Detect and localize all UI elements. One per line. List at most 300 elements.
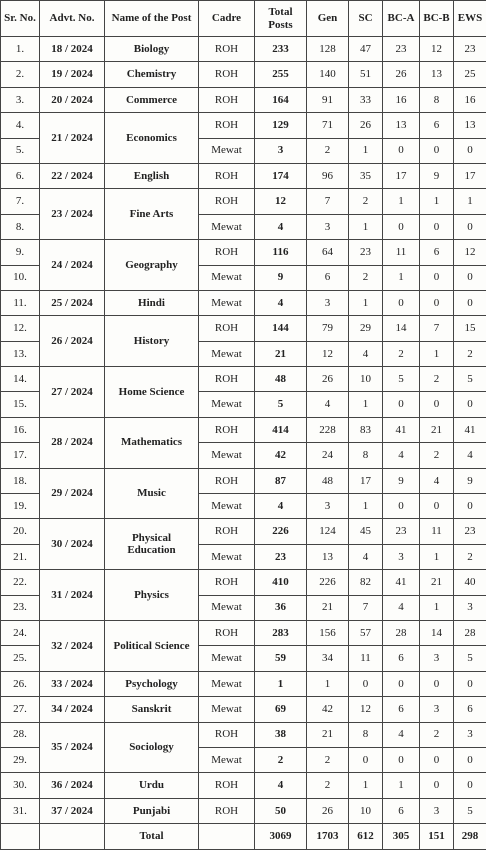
header-bc-b: BC-B <box>420 1 454 37</box>
post-name-cell: Political Science <box>105 620 199 671</box>
sr-no-cell: 27. <box>1 697 40 722</box>
ews-cell: 6 <box>454 697 486 722</box>
post-name-cell: Home Science <box>105 367 199 418</box>
grand-total-gen: 1703 <box>307 824 349 850</box>
table-row <box>1 189 486 214</box>
sc-cell: 1 <box>349 773 383 798</box>
sr-no-cell: 26. <box>1 671 40 696</box>
bc-a-cell: 1 <box>383 773 420 798</box>
total-posts-cell: 2 <box>255 747 307 772</box>
cadre-cell: ROH <box>199 189 255 214</box>
header-bc-a: BC-A <box>383 1 420 37</box>
gen-cell: 21 <box>307 722 349 747</box>
grand-total-bc-b: 151 <box>420 824 454 850</box>
sc-cell: 2 <box>349 265 383 290</box>
total-posts-cell: 233 <box>255 37 307 62</box>
gen-cell: 140 <box>307 62 349 87</box>
table-row <box>1 87 486 112</box>
total-label: Total <box>105 824 199 850</box>
gen-cell: 48 <box>307 468 349 493</box>
advt-no-cell: 37 / 2024 <box>40 798 105 823</box>
gen-cell: 228 <box>307 417 349 442</box>
total-posts-cell: 36 <box>255 595 307 620</box>
gen-cell: 3 <box>307 494 349 519</box>
header-post-name: Name of the Post <box>105 1 199 37</box>
total-row-sr-cell <box>1 824 40 850</box>
sr-no-cell: 28. <box>1 722 40 747</box>
bc-a-cell: 4 <box>383 722 420 747</box>
advt-no-cell: 21 / 2024 <box>40 113 105 164</box>
table-row <box>1 697 486 722</box>
grand-total-posts: 3069 <box>255 824 307 850</box>
total-posts-cell: 414 <box>255 417 307 442</box>
table-row <box>1 671 486 696</box>
cadre-cell: Mewat <box>199 747 255 772</box>
post-name-cell: Economics <box>105 113 199 164</box>
bc-b-cell: 13 <box>420 62 454 87</box>
cadre-cell: Mewat <box>199 265 255 290</box>
total-posts-cell: 255 <box>255 62 307 87</box>
bc-b-cell: 1 <box>420 189 454 214</box>
table-row <box>1 417 486 442</box>
cadre-cell: ROH <box>199 367 255 392</box>
sr-no-cell: 7. <box>1 189 40 214</box>
sr-no-cell: 13. <box>1 341 40 366</box>
bc-a-cell: 5 <box>383 367 420 392</box>
sc-cell: 10 <box>349 367 383 392</box>
post-name-cell: Psychology <box>105 671 199 696</box>
sc-cell: 0 <box>349 671 383 696</box>
sc-cell: 8 <box>349 443 383 468</box>
sc-cell: 83 <box>349 417 383 442</box>
ews-cell: 17 <box>454 163 486 188</box>
cadre-cell: Mewat <box>199 544 255 569</box>
post-name-cell: Commerce <box>105 87 199 112</box>
header-cadre: Cadre <box>199 1 255 37</box>
advt-no-cell: 23 / 2024 <box>40 189 105 240</box>
sr-no-cell: 20. <box>1 519 40 544</box>
total-posts-cell: 116 <box>255 240 307 265</box>
post-name-cell: Geography <box>105 240 199 291</box>
advt-no-cell: 27 / 2024 <box>40 367 105 418</box>
cadre-cell: Mewat <box>199 392 255 417</box>
bc-b-cell: 0 <box>420 290 454 315</box>
advt-no-cell: 24 / 2024 <box>40 240 105 291</box>
bc-a-cell: 0 <box>383 494 420 519</box>
sr-no-cell: 3. <box>1 87 40 112</box>
table-row <box>1 570 486 595</box>
post-name-cell: English <box>105 163 199 188</box>
total-posts-cell: 1 <box>255 671 307 696</box>
bc-b-cell: 1 <box>420 544 454 569</box>
gen-cell: 226 <box>307 570 349 595</box>
bc-b-cell: 1 <box>420 341 454 366</box>
bc-a-cell: 1 <box>383 265 420 290</box>
post-name-cell: Sanskrit <box>105 697 199 722</box>
bc-b-cell: 3 <box>420 798 454 823</box>
header-sr-no: Sr. No. <box>1 1 40 37</box>
bc-b-cell: 2 <box>420 443 454 468</box>
advt-no-cell: 32 / 2024 <box>40 620 105 671</box>
advt-no-cell: 35 / 2024 <box>40 722 105 773</box>
cadre-cell: Mewat <box>199 595 255 620</box>
total-row-cadre-cell <box>199 824 255 850</box>
sr-no-cell: 22. <box>1 570 40 595</box>
ews-cell: 12 <box>454 240 486 265</box>
gen-cell: 3 <box>307 290 349 315</box>
bc-a-cell: 1 <box>383 189 420 214</box>
gen-cell: 12 <box>307 341 349 366</box>
ews-cell: 41 <box>454 417 486 442</box>
sc-cell: 45 <box>349 519 383 544</box>
bc-b-cell: 0 <box>420 773 454 798</box>
ews-cell: 40 <box>454 570 486 595</box>
sr-no-cell: 23. <box>1 595 40 620</box>
post-name-cell: Fine Arts <box>105 189 199 240</box>
bc-a-cell: 11 <box>383 240 420 265</box>
cadre-cell: Mewat <box>199 646 255 671</box>
ews-cell: 0 <box>454 392 486 417</box>
sr-no-cell: 1. <box>1 37 40 62</box>
post-name-cell: Urdu <box>105 773 199 798</box>
bc-b-cell: 0 <box>420 392 454 417</box>
sr-no-cell: 10. <box>1 265 40 290</box>
post-name-cell: Biology <box>105 37 199 62</box>
cadre-cell: ROH <box>199 62 255 87</box>
sr-no-cell: 14. <box>1 367 40 392</box>
total-posts-cell: 129 <box>255 113 307 138</box>
advt-no-cell: 20 / 2024 <box>40 87 105 112</box>
gen-cell: 96 <box>307 163 349 188</box>
ews-cell: 0 <box>454 214 486 239</box>
advt-no-cell: 31 / 2024 <box>40 570 105 621</box>
ews-cell: 0 <box>454 671 486 696</box>
advt-no-cell: 34 / 2024 <box>40 697 105 722</box>
bc-b-cell: 0 <box>420 747 454 772</box>
header-advt-no: Advt. No. <box>40 1 105 37</box>
sr-no-cell: 12. <box>1 316 40 341</box>
sr-no-cell: 31. <box>1 798 40 823</box>
bc-a-cell: 23 <box>383 37 420 62</box>
gen-cell: 26 <box>307 798 349 823</box>
cadre-cell: Mewat <box>199 494 255 519</box>
cadre-cell: Mewat <box>199 443 255 468</box>
header-gen: Gen <box>307 1 349 37</box>
bc-b-cell: 7 <box>420 316 454 341</box>
sc-cell: 2 <box>349 189 383 214</box>
bc-a-cell: 0 <box>383 747 420 772</box>
sc-cell: 1 <box>349 392 383 417</box>
bc-a-cell: 4 <box>383 595 420 620</box>
bc-b-cell: 14 <box>420 620 454 645</box>
advt-no-cell: 19 / 2024 <box>40 62 105 87</box>
gen-cell: 124 <box>307 519 349 544</box>
total-posts-cell: 4 <box>255 214 307 239</box>
ews-cell: 0 <box>454 265 486 290</box>
sc-cell: 4 <box>349 544 383 569</box>
bc-a-cell: 13 <box>383 113 420 138</box>
sc-cell: 1 <box>349 290 383 315</box>
advt-no-cell: 30 / 2024 <box>40 519 105 570</box>
sc-cell: 1 <box>349 494 383 519</box>
bc-a-cell: 0 <box>383 392 420 417</box>
sc-cell: 4 <box>349 341 383 366</box>
sc-cell: 7 <box>349 595 383 620</box>
cadre-cell: Mewat <box>199 697 255 722</box>
sc-cell: 35 <box>349 163 383 188</box>
bc-a-cell: 26 <box>383 62 420 87</box>
post-name-cell: History <box>105 316 199 367</box>
total-posts-cell: 38 <box>255 722 307 747</box>
header-ews: EWS <box>454 1 486 37</box>
ews-cell: 0 <box>454 494 486 519</box>
post-name-cell: Chemistry <box>105 62 199 87</box>
ews-cell: 23 <box>454 37 486 62</box>
cadre-cell: ROH <box>199 570 255 595</box>
total-posts-cell: 42 <box>255 443 307 468</box>
gen-cell: 4 <box>307 392 349 417</box>
sc-cell: 0 <box>349 747 383 772</box>
gen-cell: 2 <box>307 138 349 163</box>
bc-a-cell: 17 <box>383 163 420 188</box>
sr-no-cell: 6. <box>1 163 40 188</box>
table-row <box>1 798 486 823</box>
sc-cell: 1 <box>349 214 383 239</box>
gen-cell: 42 <box>307 697 349 722</box>
gen-cell: 26 <box>307 367 349 392</box>
sr-no-cell: 16. <box>1 417 40 442</box>
ews-cell: 2 <box>454 544 486 569</box>
sc-cell: 47 <box>349 37 383 62</box>
total-posts-cell: 12 <box>255 189 307 214</box>
total-posts-cell: 21 <box>255 341 307 366</box>
cadre-cell: Mewat <box>199 138 255 163</box>
bc-b-cell: 0 <box>420 671 454 696</box>
bc-b-cell: 0 <box>420 265 454 290</box>
total-posts-cell: 5 <box>255 392 307 417</box>
cadre-cell: Mewat <box>199 290 255 315</box>
table-row <box>1 519 486 544</box>
sr-no-cell: 24. <box>1 620 40 645</box>
gen-cell: 1 <box>307 671 349 696</box>
bc-b-cell: 6 <box>420 113 454 138</box>
bc-b-cell: 3 <box>420 646 454 671</box>
table-row <box>1 468 486 493</box>
bc-b-cell: 2 <box>420 722 454 747</box>
table-row <box>1 163 486 188</box>
bc-a-cell: 23 <box>383 519 420 544</box>
bc-b-cell: 4 <box>420 468 454 493</box>
ews-cell: 0 <box>454 138 486 163</box>
bc-a-cell: 6 <box>383 646 420 671</box>
ews-cell: 13 <box>454 113 486 138</box>
ews-cell: 16 <box>454 87 486 112</box>
cadre-cell: ROH <box>199 37 255 62</box>
cadre-cell: ROH <box>199 113 255 138</box>
header-row <box>1 1 486 37</box>
grand-total-ews: 298 <box>454 824 486 850</box>
cadre-cell: ROH <box>199 417 255 442</box>
cadre-cell: Mewat <box>199 671 255 696</box>
table-row <box>1 773 486 798</box>
sc-cell: 1 <box>349 138 383 163</box>
total-posts-cell: 3 <box>255 138 307 163</box>
sr-no-cell: 25. <box>1 646 40 671</box>
total-posts-cell: 4 <box>255 494 307 519</box>
sc-cell: 51 <box>349 62 383 87</box>
ews-cell: 2 <box>454 341 486 366</box>
table-row <box>1 722 486 747</box>
post-name-cell: Music <box>105 468 199 519</box>
gen-cell: 13 <box>307 544 349 569</box>
sr-no-cell: 18. <box>1 468 40 493</box>
advt-no-cell: 29 / 2024 <box>40 468 105 519</box>
gen-cell: 91 <box>307 87 349 112</box>
gen-cell: 21 <box>307 595 349 620</box>
advt-no-cell: 22 / 2024 <box>40 163 105 188</box>
gen-cell: 34 <box>307 646 349 671</box>
total-posts-cell: 174 <box>255 163 307 188</box>
advt-no-cell: 18 / 2024 <box>40 37 105 62</box>
table-row <box>1 113 486 138</box>
ews-cell: 15 <box>454 316 486 341</box>
advt-no-cell: 25 / 2024 <box>40 290 105 315</box>
advt-no-cell: 33 / 2024 <box>40 671 105 696</box>
table-row <box>1 37 486 62</box>
sr-no-cell: 11. <box>1 290 40 315</box>
total-row-advt-cell <box>40 824 105 850</box>
cadre-cell: ROH <box>199 798 255 823</box>
bc-b-cell: 1 <box>420 595 454 620</box>
total-posts-cell: 144 <box>255 316 307 341</box>
sr-no-cell: 19. <box>1 494 40 519</box>
bc-b-cell: 6 <box>420 240 454 265</box>
sr-no-cell: 30. <box>1 773 40 798</box>
table-row <box>1 316 486 341</box>
cadre-cell: ROH <box>199 468 255 493</box>
table-body <box>1 37 486 824</box>
advt-no-cell: 28 / 2024 <box>40 417 105 468</box>
ews-cell: 5 <box>454 646 486 671</box>
sc-cell: 17 <box>349 468 383 493</box>
sc-cell: 26 <box>349 113 383 138</box>
total-posts-cell: 9 <box>255 265 307 290</box>
ews-cell: 5 <box>454 798 486 823</box>
bc-a-cell: 16 <box>383 87 420 112</box>
sr-no-cell: 2. <box>1 62 40 87</box>
gen-cell: 79 <box>307 316 349 341</box>
sr-no-cell: 5. <box>1 138 40 163</box>
advt-no-cell: 36 / 2024 <box>40 773 105 798</box>
bc-a-cell: 4 <box>383 443 420 468</box>
ews-cell: 0 <box>454 747 486 772</box>
bc-a-cell: 3 <box>383 544 420 569</box>
bc-a-cell: 41 <box>383 417 420 442</box>
bc-a-cell: 9 <box>383 468 420 493</box>
bc-b-cell: 0 <box>420 494 454 519</box>
total-row <box>1 824 486 850</box>
gen-cell: 71 <box>307 113 349 138</box>
total-posts-cell: 50 <box>255 798 307 823</box>
sr-no-cell: 9. <box>1 240 40 265</box>
cadre-cell: ROH <box>199 87 255 112</box>
bc-b-cell: 8 <box>420 87 454 112</box>
ews-cell: 23 <box>454 519 486 544</box>
table-row <box>1 620 486 645</box>
bc-a-cell: 6 <box>383 798 420 823</box>
bc-b-cell: 21 <box>420 570 454 595</box>
ews-cell: 0 <box>454 290 486 315</box>
ews-cell: 1 <box>454 189 486 214</box>
bc-b-cell: 21 <box>420 417 454 442</box>
ews-cell: 28 <box>454 620 486 645</box>
cadre-cell: ROH <box>199 773 255 798</box>
total-posts-cell: 23 <box>255 544 307 569</box>
bc-a-cell: 2 <box>383 341 420 366</box>
total-posts-cell: 4 <box>255 290 307 315</box>
sc-cell: 33 <box>349 87 383 112</box>
sr-no-cell: 8. <box>1 214 40 239</box>
total-posts-cell: 87 <box>255 468 307 493</box>
bc-b-cell: 0 <box>420 138 454 163</box>
header-total-posts: Total Posts <box>255 1 307 37</box>
bc-b-cell: 3 <box>420 697 454 722</box>
total-posts-cell: 59 <box>255 646 307 671</box>
sc-cell: 12 <box>349 697 383 722</box>
sr-no-cell: 15. <box>1 392 40 417</box>
gen-cell: 3 <box>307 214 349 239</box>
sc-cell: 29 <box>349 316 383 341</box>
table-row <box>1 240 486 265</box>
sr-no-cell: 17. <box>1 443 40 468</box>
sc-cell: 23 <box>349 240 383 265</box>
sc-cell: 57 <box>349 620 383 645</box>
cadre-cell: ROH <box>199 519 255 544</box>
gen-cell: 7 <box>307 189 349 214</box>
total-posts-cell: 283 <box>255 620 307 645</box>
cadre-cell: Mewat <box>199 341 255 366</box>
gen-cell: 2 <box>307 773 349 798</box>
sr-no-cell: 4. <box>1 113 40 138</box>
bc-a-cell: 41 <box>383 570 420 595</box>
bc-b-cell: 11 <box>420 519 454 544</box>
gen-cell: 24 <box>307 443 349 468</box>
total-posts-cell: 69 <box>255 697 307 722</box>
ews-cell: 3 <box>454 722 486 747</box>
sc-cell: 8 <box>349 722 383 747</box>
grand-total-bc-a: 305 <box>383 824 420 850</box>
gen-cell: 128 <box>307 37 349 62</box>
bc-a-cell: 0 <box>383 138 420 163</box>
total-posts-cell: 4 <box>255 773 307 798</box>
sc-cell: 11 <box>349 646 383 671</box>
cadre-cell: Mewat <box>199 214 255 239</box>
cadre-cell: ROH <box>199 240 255 265</box>
cadre-cell: ROH <box>199 620 255 645</box>
table-row <box>1 62 486 87</box>
post-name-cell: Mathematics <box>105 417 199 468</box>
gen-cell: 6 <box>307 265 349 290</box>
sr-no-cell: 29. <box>1 747 40 772</box>
ews-cell: 25 <box>454 62 486 87</box>
grand-total-sc: 612 <box>349 824 383 850</box>
bc-a-cell: 6 <box>383 697 420 722</box>
bc-a-cell: 0 <box>383 671 420 696</box>
table-row <box>1 367 486 392</box>
gen-cell: 156 <box>307 620 349 645</box>
bc-b-cell: 9 <box>420 163 454 188</box>
bc-b-cell: 2 <box>420 367 454 392</box>
